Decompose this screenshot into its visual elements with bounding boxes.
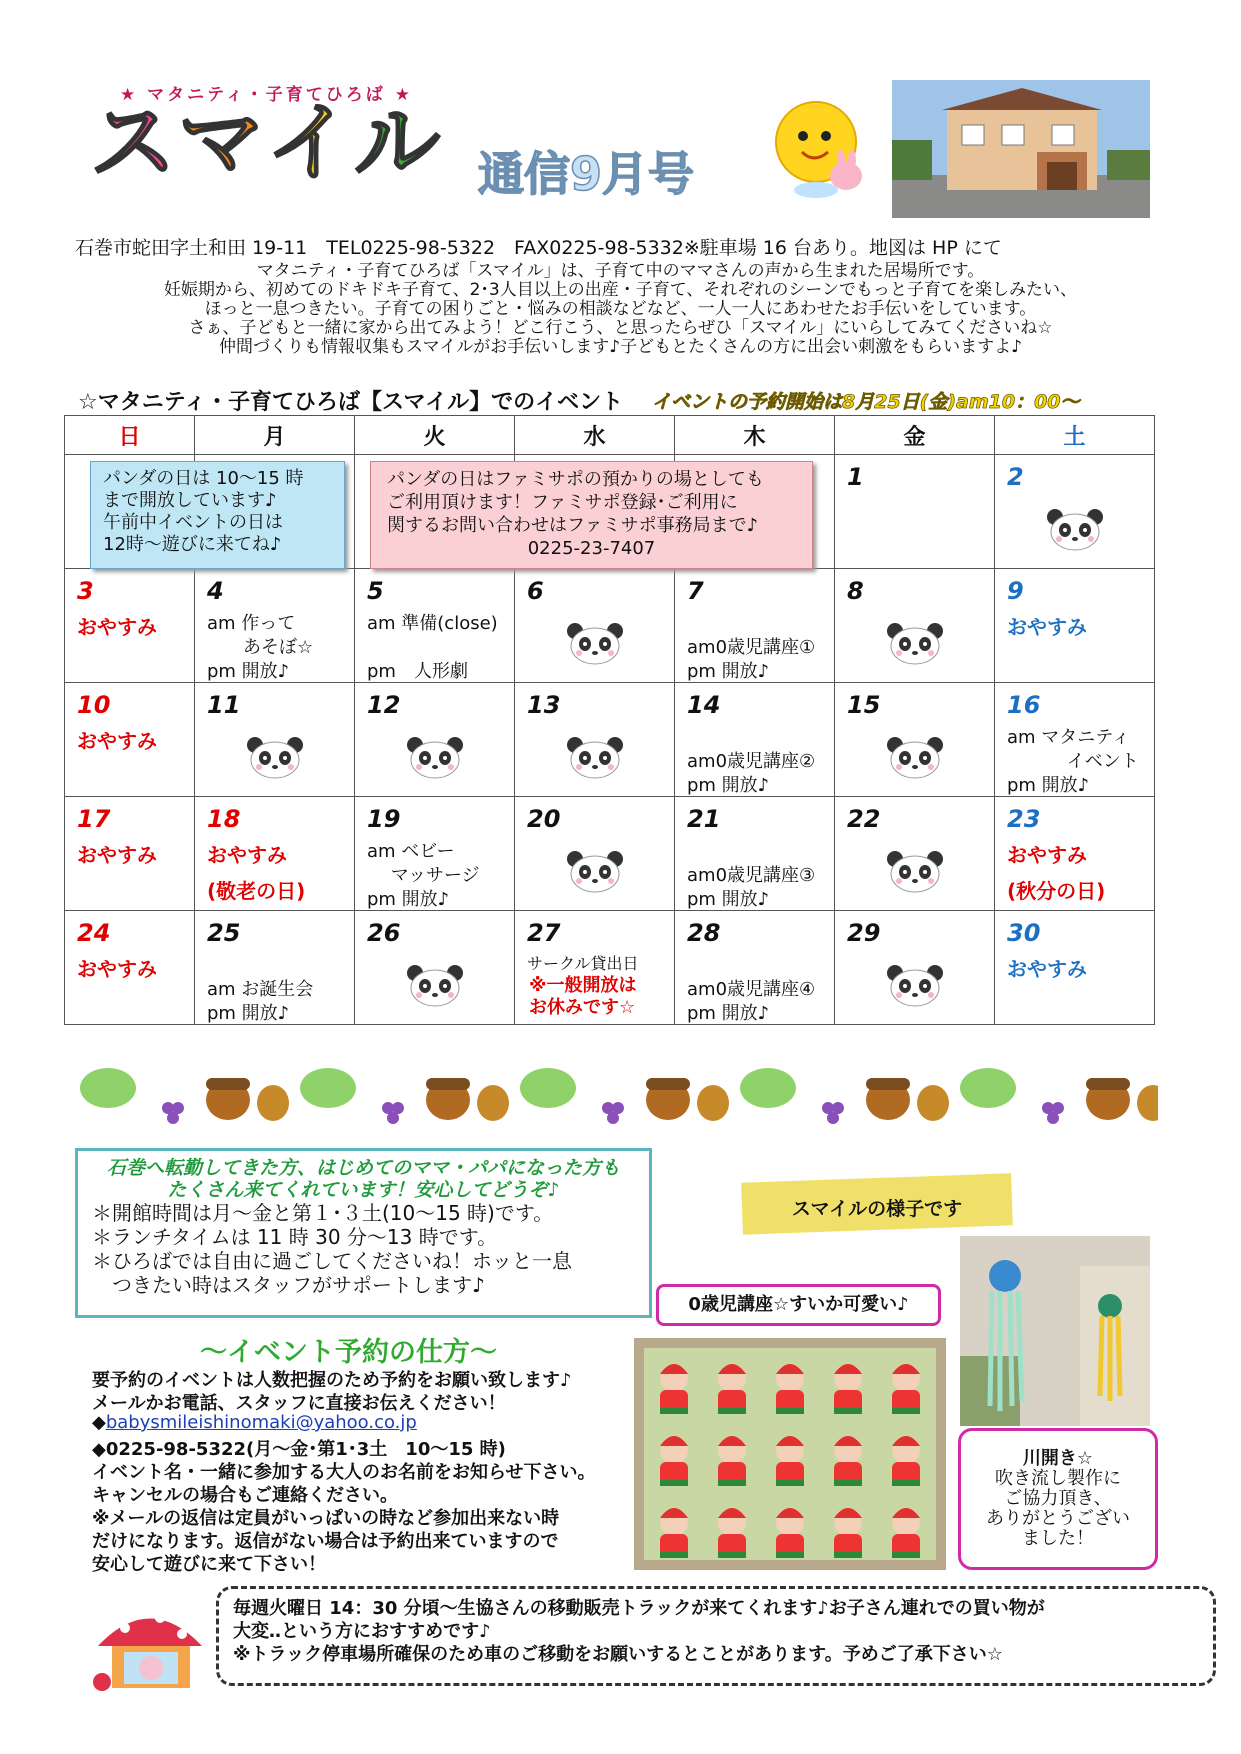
logo-char-2: マ <box>178 93 266 193</box>
day-number: 5 <box>367 577 384 605</box>
day-number: 11 <box>207 691 241 719</box>
closed-label: おやすみ <box>77 729 157 753</box>
event-line: あそぼ☆ <box>207 637 314 658</box>
day-number: 2 <box>1007 463 1024 491</box>
baby-class-caption: 0歳児講座☆すいか可愛い♪ <box>656 1284 941 1326</box>
panda-icon <box>885 849 945 893</box>
howto-line: キャンセルの場合もご連絡ください。 <box>92 1485 398 1506</box>
day-number: 8 <box>847 577 864 605</box>
panda-icon <box>245 735 305 779</box>
reservation-start: イベントの予約開始は8月25日(金)am10：00～ <box>652 391 1080 413</box>
event-line: pm 人形劇 <box>367 661 468 682</box>
howto-line: だけになります。返信がない場合は予約出来ていますので <box>92 1531 559 1552</box>
calendar-day-cell <box>355 911 515 1025</box>
closed-label: おやすみ <box>1007 615 1087 639</box>
calendar-day-cell <box>65 683 195 797</box>
calendar-day-cell <box>835 797 995 911</box>
truck-notice <box>216 1586 1216 1686</box>
intro-line: 仲間づくりも情報収集もスマイルがお手伝いします♪子どもとたくさんの方に出会い刺激をもらいますよ♪ <box>218 337 1023 357</box>
note-line: まで開放しています♪ <box>103 490 277 511</box>
day-number: 14 <box>687 691 721 719</box>
baby-class-photo <box>634 1338 946 1570</box>
event-line: am0歳児講座② <box>687 751 816 772</box>
weekday-header: 月 <box>195 416 355 455</box>
event-line: am お誕生会 <box>207 979 314 1000</box>
building-photo <box>892 80 1150 218</box>
logo-char-3: イ <box>266 93 354 193</box>
event-line: pm 開放♪ <box>367 889 450 910</box>
closed-label: おやすみ <box>77 843 157 867</box>
holiday-label: (敬老の日) <box>207 879 306 903</box>
day-number: 1 <box>847 463 864 491</box>
event-line: pm 開放♪ <box>687 661 770 682</box>
calendar-day-cell <box>675 911 835 1025</box>
calendar-day-cell <box>515 569 675 683</box>
event-line: pm 開放♪ <box>687 889 770 910</box>
day-number: 3 <box>77 577 94 605</box>
day-number: 17 <box>77 805 111 833</box>
calendar-day-cell <box>995 569 1155 683</box>
calendar-day-cell <box>835 569 995 683</box>
event-line: am0歳児講座④ <box>687 979 816 1000</box>
howto-line: イベント名・一緒に参加する大人のお名前をお知らせ下さい。 <box>92 1462 596 1483</box>
calendar-day-cell <box>675 569 835 683</box>
truck-line: 大変‥という方におすすめです♪ <box>233 1621 491 1642</box>
howto-line: 要予約のイベントは人数把握のため予約をお願い致します♪ <box>92 1370 572 1391</box>
calendar-day-cell <box>65 797 195 911</box>
closed-label: おやすみ <box>207 843 287 867</box>
welcome-info: つきたい時はスタッフがサポートします♪ <box>92 1273 485 1297</box>
calendar-day-cell <box>835 683 995 797</box>
note-line: 12時～遊びに来てね♪ <box>103 534 282 555</box>
mouse-house-icon <box>90 1596 210 1696</box>
event-line: マッサージ <box>367 865 480 886</box>
calendar-day-cell <box>515 683 675 797</box>
caption-line: ました！ <box>1022 1528 1094 1549</box>
note-line: 関するお問い合わせはファミサポ事務局まで♪ <box>387 515 759 536</box>
intro-line: ほっと一息つきたい。子育ての困りごと・悩みの相談などなど、一人一人にあわせたお手伝いをしています。 <box>204 299 1037 319</box>
welcome-info: ＊開館時間は月～金と第１･３土(10～15 時)です。 <box>92 1201 554 1225</box>
event-line: pm 開放♪ <box>207 661 290 682</box>
river-festival-caption <box>958 1428 1158 1570</box>
event-line: am 準備(close) <box>367 613 498 634</box>
calendar-day-cell <box>65 911 195 1025</box>
day-number: 28 <box>687 919 721 947</box>
day-number: 30 <box>1007 919 1041 947</box>
panda-icon <box>885 621 945 665</box>
howto-title: ～イベント予約の仕方～ <box>200 1337 497 1368</box>
event-line: am ベビー <box>367 841 455 862</box>
welcome-info: ＊ひろばでは自由に過ごしてくださいね！ホッと一息 <box>92 1249 572 1273</box>
howto-line: 安心して遊びに来て下さい！ <box>92 1554 326 1575</box>
calendar-day-cell <box>195 911 355 1025</box>
day-number: 29 <box>847 919 881 947</box>
intro-line: さぁ、子どもと一緒に家から出てみよう！どこ行こう、と思ったらぜひ「スマイル」にいらしてみてくださいね☆ <box>188 318 1053 338</box>
calendar-day-cell <box>835 911 995 1025</box>
calendar-day-cell <box>355 683 515 797</box>
calendar-day-cell <box>195 569 355 683</box>
panda-icon <box>885 963 945 1007</box>
closed-label: おやすみ <box>77 615 157 639</box>
day-number: 12 <box>367 691 401 719</box>
note-line: パンダの日はファミサポの預かりの場としても <box>387 469 764 490</box>
panda-icon <box>885 735 945 779</box>
day-number: 20 <box>527 805 561 833</box>
calendar-day-cell <box>195 797 355 911</box>
howto-line: ※メールの返信は定員がいっぱいの時など参加出来ない時 <box>92 1508 560 1529</box>
weekday-header: 火 <box>355 416 515 455</box>
day-number: 24 <box>77 919 111 947</box>
day-number: 6 <box>527 577 544 605</box>
day-number: 15 <box>847 691 881 719</box>
intro-line: マタニティ・子育てひろば「スマイル」は、子育て中のママさんの声から生まれた居場所です。 <box>256 261 985 281</box>
issue-title: 通信9月号 <box>478 147 695 201</box>
logo-char-4: ル <box>354 93 442 193</box>
weekday-header: 木 <box>675 416 835 455</box>
panda-icon <box>1045 507 1105 551</box>
note-line: 午前中イベントの日は <box>103 512 283 533</box>
caption-line: ありがとうござい <box>986 1508 1130 1529</box>
caption-line: 川開き☆ <box>1022 1448 1094 1469</box>
closed-label: おやすみ <box>77 957 157 981</box>
note-line: パンダの日は 10～15 時 <box>103 468 304 489</box>
calendar-day-cell <box>355 797 515 911</box>
event-line: イベント <box>1007 751 1139 772</box>
note-phone: 0225-23-7407 <box>527 538 656 559</box>
closed-label: おやすみ <box>1007 957 1087 981</box>
event-line: am 作って <box>207 613 296 634</box>
intro-line: 妊娠期から、初めてのドキドキ子育て、2･3人目以上の出産・子育て、それぞれのシーンでもっと子育てを楽しみたい、 <box>163 280 1078 300</box>
truck-line: ※トラック停車場所確保のため車のご移動をお願いするとことがあります。予めご了承下さい☆ <box>233 1644 1003 1665</box>
address-line: 石巻市蛇田字土和田 19-11 TEL0225-98-5322 FAX0225-98-5332※駐車場 16 台あり。地図は HP にて <box>75 237 1002 259</box>
logo-char-1: ス <box>90 93 178 193</box>
welcome-box <box>75 1148 652 1318</box>
weekday-header: 金 <box>835 416 995 455</box>
logo-subtitle: ★ マタニティ・子育てひろば ★ <box>120 85 413 105</box>
famisapo-note <box>370 461 813 569</box>
day-number: 10 <box>77 691 111 719</box>
event-line: pm 開放♪ <box>687 1003 770 1024</box>
weekday-header: 土 <box>995 416 1155 455</box>
caption-line: 吹き流し製作に <box>995 1468 1121 1489</box>
holiday-label: (秋分の日) <box>1007 879 1106 903</box>
tape-label: スマイルの様子です <box>791 1198 963 1220</box>
event-line: サークル貸出日 <box>527 954 639 973</box>
day-number: 13 <box>527 691 561 719</box>
note-line: ご利用頂けます！ファミサポ登録･ご利用に <box>387 492 738 513</box>
truck-line: 毎週火曜日 14：30 分頃～生協さんの移動販売トラックが来てくれます♪お子さん連れでの買い物が <box>233 1598 1045 1619</box>
email-bullet: ◆ <box>92 1412 106 1433</box>
autumn-border-art <box>78 1058 1158 1138</box>
panda-icon <box>565 849 625 893</box>
howto-line: メールかお電話、スタッフに直接お伝えください！ <box>92 1393 506 1414</box>
day-number: 26 <box>367 919 401 947</box>
welcome-green-line: たくさん来てくれています！安心してどうぞ♪ <box>167 1179 560 1201</box>
panda-icon <box>405 735 465 779</box>
sun-character-icon <box>766 94 876 204</box>
calendar-day-cell <box>995 455 1155 569</box>
email-link[interactable]: babysmileishinomaki@yahoo.co.jp <box>105 1412 417 1433</box>
event-line: am0歳児講座① <box>687 637 816 658</box>
panda-icon <box>565 735 625 779</box>
day-number: 4 <box>207 577 224 605</box>
day-number: 18 <box>207 805 241 833</box>
email-line <box>92 1412 417 1433</box>
day-number: 23 <box>1007 805 1041 833</box>
day-number: 21 <box>687 805 721 833</box>
panda-icon <box>405 963 465 1007</box>
events-title: ☆マタニティ・子育てひろば【スマイル】でのイベント <box>78 390 624 415</box>
phone-line: ◆0225-98-5322(月～金･第1･3土 10～15 時) <box>92 1439 506 1460</box>
calendar-day-cell <box>355 569 515 683</box>
day-number: 19 <box>367 805 401 833</box>
closure-warning: ※一般開放は <box>529 975 637 996</box>
event-line: pm 開放♪ <box>207 1003 290 1024</box>
calendar-day-cell <box>65 569 195 683</box>
closure-warning: お休みです☆ <box>529 997 636 1018</box>
panda-icon <box>565 621 625 665</box>
day-number: 7 <box>687 577 704 605</box>
welcome-green-line: 石巻へ転勤してきた方、はじめてのママ・パパになった方も <box>106 1157 620 1179</box>
event-line: pm 開放♪ <box>687 775 770 796</box>
event-line: am0歳児講座③ <box>687 865 816 886</box>
calendar-day-cell <box>835 455 995 569</box>
calendar-day-cell <box>675 797 835 911</box>
event-line: pm 開放♪ <box>1007 775 1090 796</box>
calendar-day-cell <box>675 683 835 797</box>
day-number: 27 <box>527 919 561 947</box>
weekday-header: 日 <box>65 416 195 455</box>
day-number: 9 <box>1007 577 1024 605</box>
calendar-day-cell <box>515 797 675 911</box>
calendar-day-cell <box>195 683 355 797</box>
streamer-photo <box>960 1236 1150 1426</box>
weekday-header: 水 <box>515 416 675 455</box>
caption-line: ご協力頂き、 <box>1004 1488 1112 1509</box>
day-number: 22 <box>847 805 881 833</box>
calendar-day-cell <box>995 683 1155 797</box>
panda-day-note <box>90 461 345 569</box>
event-line: am マタニティ <box>1007 727 1130 748</box>
calendar-day-cell <box>995 797 1155 911</box>
day-number: 16 <box>1007 691 1041 719</box>
welcome-info: ＊ランチタイムは 11 時 30 分～13 時です。 <box>92 1225 498 1249</box>
closed-label: おやすみ <box>1007 843 1087 867</box>
calendar-day-cell <box>995 911 1155 1025</box>
calendar-day-cell <box>515 911 675 1025</box>
day-number: 25 <box>207 919 241 947</box>
